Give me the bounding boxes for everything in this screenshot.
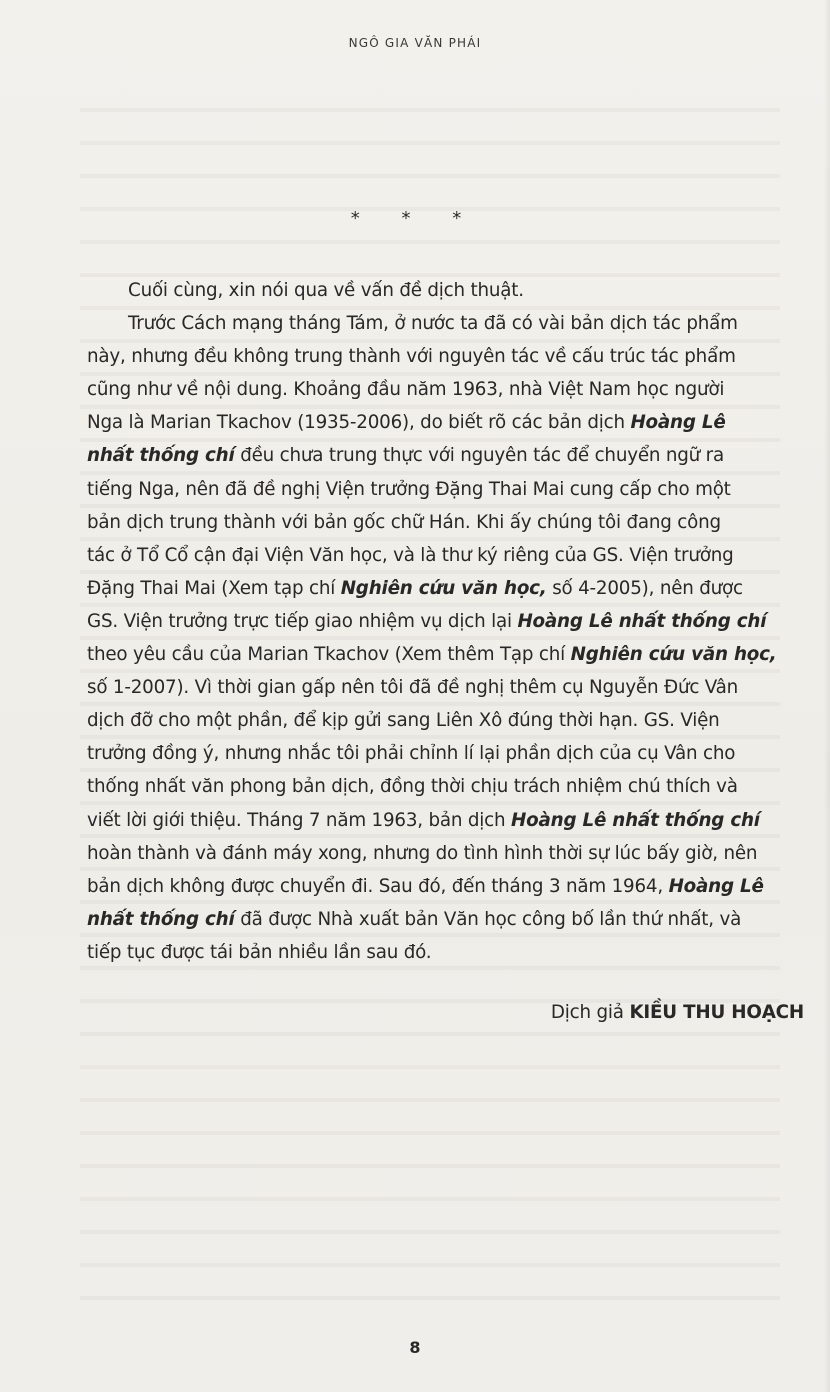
text-run: thống nhất văn phong bản dịch, đồng thời chịu trách nhiệm chú thích và <box>87 776 738 798</box>
page-edge-shadow <box>824 0 830 1392</box>
text-line <box>87 307 804 340</box>
section-break: * * * <box>350 208 480 229</box>
text-line <box>87 903 804 936</box>
text-run: đều chưa trung thực với nguyên tác để chuyển ngữ ra <box>234 445 724 467</box>
paragraph <box>87 274 804 307</box>
text-run: Trước Cách mạng tháng Tám, ở nước ta đã có vài bản dịch tác phẩm <box>128 313 738 335</box>
running-header: NGÔ GIA VĂN PHÁI <box>348 36 482 50</box>
italic-title: Nghiên cứu văn học, <box>570 644 777 666</box>
text-run: Nga là Marian Tkachov (1935-2006), do biết rõ các bản dịch <box>87 412 631 434</box>
text-run: bản dịch trung thành với bản gốc chữ Hán. Khi ấy chúng tôi đang công <box>87 511 721 533</box>
text-run: tiếng Nga, nên đã đề nghị Viện trưởng Đặng Thai Mai cung cấp cho một <box>87 478 731 500</box>
text-line <box>87 638 804 671</box>
text-line <box>87 439 804 472</box>
text-line <box>87 605 804 638</box>
text-line <box>87 770 804 803</box>
text-run: này, nhưng đều không trung thành với nguyên tác về cấu trúc tác phẩm <box>87 346 736 368</box>
page-number: 8 <box>409 1338 421 1357</box>
italic-title: Hoàng Lê <box>668 875 764 897</box>
text-run: trưởng đồng ý, nhưng nhắc tôi phải chỉnh lí lại phần dịch của cụ Vân cho <box>87 743 736 765</box>
text-line <box>87 406 804 439</box>
text-run: số 1-2007). Vì thời gian gấp nên tôi đã đề nghị thêm cụ Nguyễn Đức Vân <box>87 677 739 699</box>
text-line <box>87 870 804 903</box>
italic-title: nhất thống chí <box>87 908 235 930</box>
text-line <box>87 936 804 969</box>
text-line <box>87 837 804 870</box>
text-run: tác ở Tổ Cổ cận đại Viện Văn học, và là thư ký riêng của GS. Viện trưởng <box>87 544 734 566</box>
text-run: Cuối cùng, xin nói qua về vấn đề dịch thuật. <box>128 280 524 301</box>
text-line <box>87 804 804 837</box>
text-run: Đặng Thai Mai (Xem tạp chí <box>87 577 341 599</box>
text-run: theo yêu cầu của Marian Tkachov (Xem thêm Tạp chí <box>87 644 571 666</box>
text-line <box>87 704 804 737</box>
text-line <box>87 274 804 307</box>
text-line <box>87 473 804 506</box>
signature-prefix: Dịch giả <box>550 1002 624 1023</box>
text-run: GS. Viện trưởng trực tiếp giao nhiệm vụ dịch lại <box>87 610 518 632</box>
italic-title: nhất thống chí <box>87 445 235 467</box>
italic-title: Hoàng Lê nhất thống chí <box>517 610 767 632</box>
text-line <box>87 737 804 770</box>
text-run: tiếp tục được tái bản nhiều lần sau đó. <box>87 941 432 963</box>
italic-title: Nghiên cứu văn học, <box>340 577 547 599</box>
text-run: bản dịch không được chuyển đi. Sau đó, đến tháng 3 năm 1964, <box>87 875 669 897</box>
signature-name: KIỀU THU HOẠCH <box>629 1002 804 1023</box>
text-run: đã được Nhà xuất bản Văn học công bố lần thứ nhất, và <box>234 908 742 930</box>
text-run: viết lời giới thiệu. Tháng 7 năm 1963, bản dịch <box>87 809 512 831</box>
text-run: số 4-2005), nên được <box>546 577 743 599</box>
text-line <box>87 373 804 406</box>
text-line <box>87 572 804 605</box>
italic-title: Hoàng Lê <box>630 412 726 434</box>
italic-title: Hoàng Lê nhất thống chí <box>511 809 760 831</box>
paragraph <box>87 307 804 969</box>
body-text <box>87 274 804 969</box>
text-line <box>87 671 804 704</box>
text-line <box>87 340 804 373</box>
text-run: cũng như về nội dung. Khoảng đầu năm 1963, nhà Việt Nam học người <box>87 379 725 401</box>
text-line <box>87 506 804 539</box>
translator-signature <box>87 996 804 1029</box>
text-run: dịch đỡ cho một phần, để kịp gửi sang Liên Xô đúng thời hạn. GS. Viện <box>87 710 720 732</box>
text-run: hoàn thành và đánh máy xong, nhưng do tình hình thời sự lúc bấy giờ, nên <box>87 842 758 864</box>
text-line <box>87 539 804 572</box>
